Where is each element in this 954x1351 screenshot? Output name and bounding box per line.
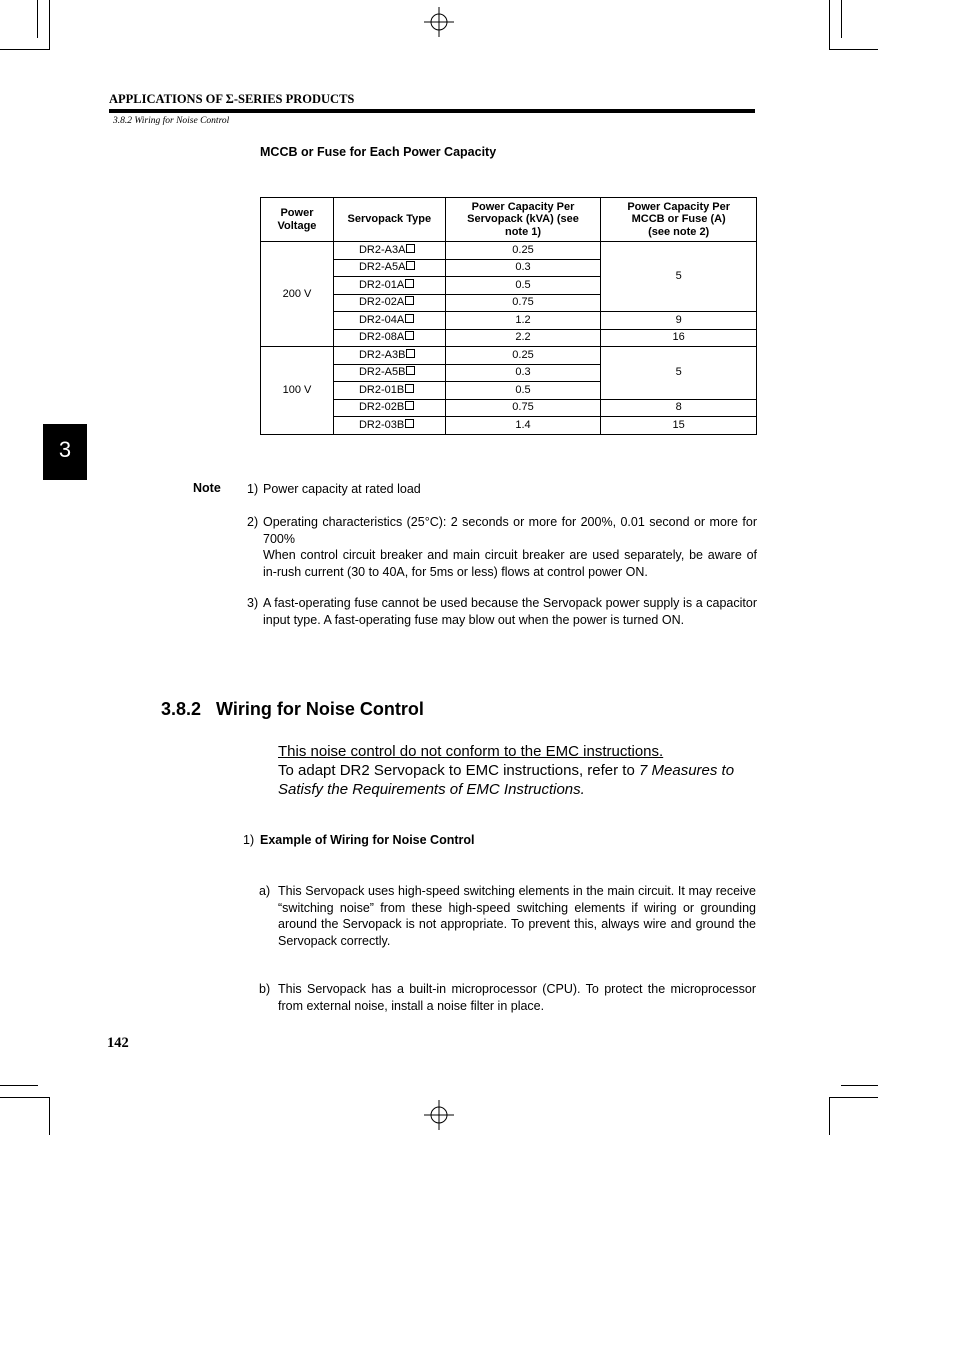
emc-notice bbox=[278, 742, 758, 799]
amps-cell: 9 bbox=[601, 312, 757, 330]
note-item bbox=[247, 481, 757, 498]
header-capacity-kva: Power Capacity Per Servopack (kVA) (see note 1) bbox=[445, 198, 601, 242]
type-cell: DR2-01B bbox=[333, 382, 445, 400]
emc-reference-line: To adapt DR2 Servopack to EMC instructions, refer to 7 Measures to Satisfy the Requirements of EMC Instructions. bbox=[278, 762, 735, 798]
item-text: This Servopack has a built-in microprocessor (CPU). To protect the microprocessor from external noise, install a noise filter in place. bbox=[278, 982, 756, 1013]
note-label: Note bbox=[193, 481, 221, 495]
item-marker: a) bbox=[259, 884, 271, 898]
amps-cell: 8 bbox=[601, 399, 757, 417]
emc-reference-link: 7 Measures to Satisfy the Requirements of EMC Instructions. bbox=[278, 762, 735, 798]
type-cell: DR2-A5B bbox=[333, 364, 445, 382]
table-row bbox=[261, 312, 757, 330]
table-row bbox=[261, 347, 757, 365]
crop-mark bbox=[829, 0, 830, 50]
page-number: 142 bbox=[107, 1035, 129, 1051]
crop-mark bbox=[0, 1097, 50, 1098]
emc-notice-line: This noise control do not conform to the EMC instructions. bbox=[278, 743, 664, 760]
placeholder-box-icon bbox=[406, 349, 415, 358]
kva-cell: 1.4 bbox=[445, 417, 601, 435]
example-number: 1) bbox=[243, 833, 255, 847]
type-cell: DR2-A3A bbox=[333, 242, 445, 260]
header-power-voltage: Power Voltage bbox=[261, 198, 334, 242]
note-item bbox=[247, 595, 757, 628]
type-cell: DR2-02B bbox=[333, 399, 445, 417]
example-heading bbox=[243, 833, 474, 847]
placeholder-box-icon bbox=[405, 296, 414, 305]
type-cell: DR2-A5A bbox=[333, 259, 445, 277]
amps-cell: 16 bbox=[601, 329, 757, 347]
crop-mark bbox=[829, 1097, 830, 1135]
kva-cell: 0.5 bbox=[445, 277, 601, 295]
crop-mark bbox=[841, 1085, 878, 1086]
amps-cell: 5 bbox=[601, 242, 757, 312]
placeholder-box-icon bbox=[406, 366, 415, 375]
registration-mark-icon bbox=[424, 7, 454, 37]
placeholder-box-icon bbox=[405, 401, 414, 410]
type-cell: DR2-01A bbox=[333, 277, 445, 295]
table-title: MCCB or Fuse for Each Power Capacity bbox=[260, 145, 497, 159]
crop-mark bbox=[841, 0, 842, 38]
crop-mark bbox=[49, 1097, 50, 1135]
crop-mark bbox=[49, 0, 50, 50]
note-text: A fast-operating fuse cannot be used because the Servopack power supply is a capacitor input type. A fast-operating fuse may blow out when the power is turned ON. bbox=[263, 596, 757, 627]
list-item bbox=[259, 883, 756, 949]
kva-cell: 0.75 bbox=[445, 294, 601, 312]
note-number: 1) bbox=[247, 482, 259, 496]
note-number: 3) bbox=[247, 596, 259, 610]
running-title: APPLICATIONS OF Σ-SERIES PRODUCTS bbox=[109, 92, 355, 106]
amps-cell: 15 bbox=[601, 417, 757, 435]
placeholder-box-icon bbox=[406, 244, 415, 253]
placeholder-box-icon bbox=[406, 261, 415, 270]
kva-cell: 0.25 bbox=[445, 347, 601, 365]
type-cell: DR2-08A bbox=[333, 329, 445, 347]
table-header-row bbox=[261, 198, 757, 242]
crop-mark bbox=[829, 49, 878, 50]
type-cell: DR2-02A bbox=[333, 294, 445, 312]
placeholder-box-icon bbox=[405, 279, 414, 288]
header-rule bbox=[109, 109, 755, 113]
header-capacity-amps: Power Capacity Per MCCB or Fuse (A) (see note 2) bbox=[601, 198, 757, 242]
table-row bbox=[261, 417, 757, 435]
kva-cell: 2.2 bbox=[445, 329, 601, 347]
crop-mark bbox=[37, 0, 38, 38]
note-text: Power capacity at rated load bbox=[263, 482, 421, 496]
placeholder-box-icon bbox=[405, 314, 414, 323]
note-item bbox=[247, 514, 757, 580]
example-title: Example of Wiring for Noise Control bbox=[260, 833, 475, 847]
note-text: Operating characteristics (25°C): 2 seconds or more for 200%, 0.01 second or more for 700% bbox=[263, 515, 757, 546]
kva-cell: 0.5 bbox=[445, 382, 601, 400]
note-text: When control circuit breaker and main circuit breaker are used separately, be aware of in-rush current (30 to 40A, for 5ms or less) flows at control power ON. bbox=[263, 548, 757, 579]
crop-mark bbox=[0, 49, 50, 50]
item-text: This Servopack uses high-speed switching elements in the main circuit. It may receive “switching noise” from these high-speed switching elements if wiring or grounding around the Servopack is not appropriate. To prevent this, always wire and ground the Servopack correctly. bbox=[278, 884, 756, 948]
placeholder-box-icon bbox=[405, 384, 414, 393]
note-number: 2) bbox=[247, 515, 259, 529]
type-cell: DR2-03B bbox=[333, 417, 445, 435]
chapter-tab: 3 bbox=[43, 424, 87, 480]
section-reference: 3.8.2 Wiring for Noise Control bbox=[113, 116, 230, 126]
placeholder-box-icon bbox=[405, 331, 414, 340]
list-item bbox=[259, 981, 756, 1014]
table-row bbox=[261, 242, 757, 260]
kva-cell: 0.25 bbox=[445, 242, 601, 260]
table-row bbox=[261, 329, 757, 347]
kva-cell: 0.3 bbox=[445, 259, 601, 277]
registration-mark-icon bbox=[424, 1100, 454, 1130]
section-heading: 3.8.2 Wiring for Noise Control bbox=[161, 699, 424, 719]
amps-cell: 5 bbox=[601, 347, 757, 400]
item-marker: b) bbox=[259, 982, 271, 996]
header-servopack-type: Servopack Type bbox=[333, 198, 445, 242]
voltage-cell: 100 V bbox=[261, 347, 334, 435]
type-cell: DR2-A3B bbox=[333, 347, 445, 365]
type-cell: DR2-04A bbox=[333, 312, 445, 330]
kva-cell: 0.3 bbox=[445, 364, 601, 382]
placeholder-box-icon bbox=[405, 419, 414, 428]
voltage-cell: 200 V bbox=[261, 242, 334, 347]
crop-mark bbox=[829, 1097, 878, 1098]
kva-cell: 1.2 bbox=[445, 312, 601, 330]
crop-mark bbox=[0, 1085, 38, 1086]
capacity-table bbox=[260, 197, 757, 435]
kva-cell: 0.75 bbox=[445, 399, 601, 417]
table-row bbox=[261, 399, 757, 417]
